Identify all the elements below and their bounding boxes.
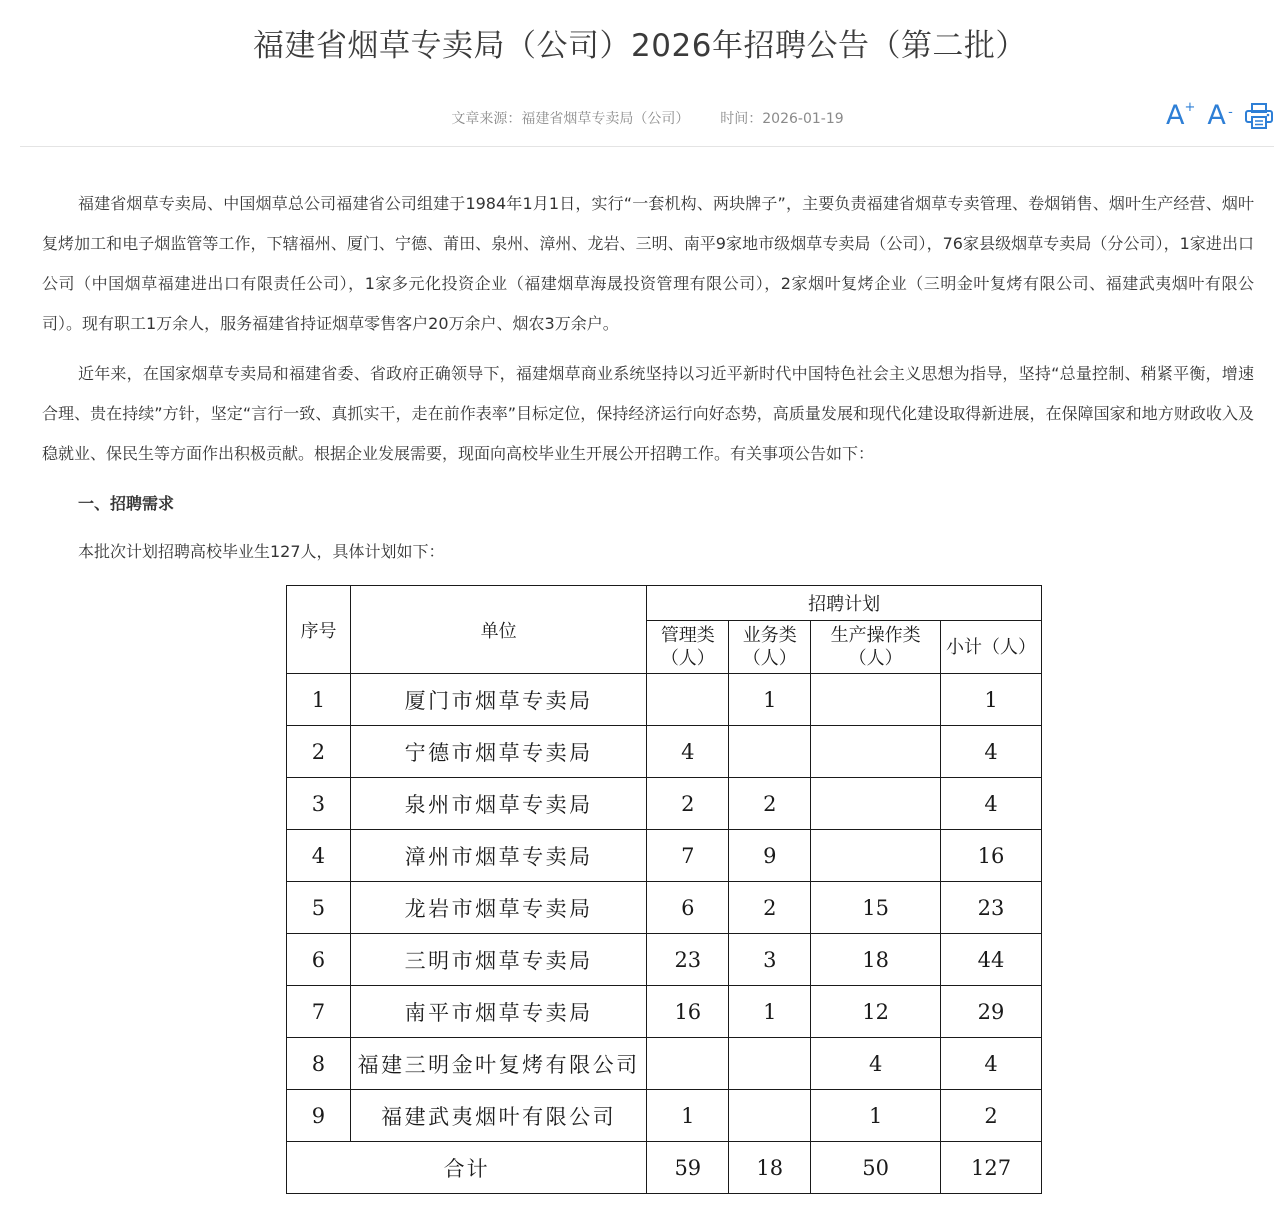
cell-unit: 龙岩市烟草专卖局	[350, 882, 646, 934]
article-meta	[0, 105, 1280, 128]
cell-biz: 1	[729, 986, 811, 1038]
cell-index: 6	[287, 934, 351, 986]
table-row	[287, 674, 1042, 726]
cell-subtotal: 44	[941, 934, 1042, 986]
cell-subtotal: 16	[941, 830, 1042, 882]
total-mgmt: 59	[647, 1142, 729, 1194]
cell-index: 8	[287, 1038, 351, 1090]
font-decrease-icon: A	[1207, 100, 1226, 131]
cell-mgmt: 16	[647, 986, 729, 1038]
cell-subtotal: 4	[941, 778, 1042, 830]
divider	[20, 146, 1274, 147]
paragraph-intro: 福建省烟草专卖局、中国烟草总公司福建省公司组建于1984年1月1日，实行“一套机构、两块牌子”，主要负责福建省烟草专卖管理、卷烟销售、烟叶生产经营、烟叶复烤加工和电子烟监管等工作，下辖福州、厦门、宁德、莆田、泉州、漳州、龙岩、三明、南平9家地市级烟草专卖局（公司），76家县级烟草专卖局（分公司），1家进出口公司（中国烟草福建进出口有限责任公司），1家多元化投资企业（福建烟草海晟投资管理有限公司），2家烟叶复烤企业（三明金叶复烤有限公司、福建武夷烟叶有限公司）。现有职工1万余人，服务福建省持证烟草零售客户20万余户、烟农3万余户。	[42, 194, 1254, 333]
time-value: 2026-01-19	[762, 111, 844, 127]
cell-mgmt: 23	[647, 934, 729, 986]
table-row	[287, 830, 1042, 882]
header-plan: 招聘计划	[647, 586, 1042, 621]
cell-biz	[729, 1090, 811, 1142]
cell-biz: 2	[729, 778, 811, 830]
header-subtotal: 小计（人）	[941, 621, 1042, 674]
cell-index: 2	[287, 726, 351, 778]
cell-index: 9	[287, 1090, 351, 1142]
table-row	[287, 1038, 1042, 1090]
cell-unit: 宁德市烟草专卖局	[350, 726, 646, 778]
cell-subtotal: 29	[941, 986, 1042, 1038]
cell-prod	[811, 674, 941, 726]
time-label: 时间：	[720, 111, 763, 127]
header-unit: 单位	[350, 586, 646, 674]
font-increase-button[interactable]	[1166, 101, 1195, 131]
table-row	[287, 882, 1042, 934]
header-prod: 生产操作类 （人）	[811, 621, 941, 674]
table-row	[287, 778, 1042, 830]
cell-prod	[811, 830, 941, 882]
table-row	[287, 1090, 1042, 1142]
cell-mgmt: 2	[647, 778, 729, 830]
article-tools	[1162, 100, 1274, 132]
cell-index: 7	[287, 986, 351, 1038]
paragraph-background: 近年来，在国家烟草专卖局和福建省委、省政府正确领导下，福建烟草商业系统坚持以习近平新时代中国特色社会主义思想为指导，坚持“总量控制、稍紧平衡，增速合理、贵在持续”方针，坚定“言行一致、真抓实干，走在前作表率”目标定位，保持经济运行向好态势，高质量发展和现代化建设取得新进展，在保障国家和地方财政收入及稳就业、保民生等方面作出积极贡献。根据企业发展需要，现面向高校毕业生开展公开招聘工作。有关事项公告如下：	[42, 364, 1254, 463]
recruitment-table	[286, 585, 1042, 1194]
cell-prod	[811, 726, 941, 778]
font-increase-icon: A	[1166, 100, 1185, 131]
table-row	[287, 934, 1042, 986]
total-subtotal: 127	[941, 1142, 1042, 1194]
cell-unit: 福建三明金叶复烤有限公司	[350, 1038, 646, 1090]
header-biz: 业务类 （人）	[729, 621, 811, 674]
cell-mgmt	[647, 1038, 729, 1090]
cell-mgmt	[647, 674, 729, 726]
recruit-intro: 本批次计划招聘高校毕业生127人，具体计划如下：	[78, 542, 445, 561]
page-title: 福建省烟草专卖局（公司）2026年招聘公告（第二批）	[253, 28, 1027, 64]
cell-mgmt: 1	[647, 1090, 729, 1142]
section-heading: 一、招聘需求	[78, 494, 175, 513]
cell-index: 3	[287, 778, 351, 830]
cell-mgmt: 7	[647, 830, 729, 882]
cell-biz: 9	[729, 830, 811, 882]
cell-subtotal: 23	[941, 882, 1042, 934]
cell-index: 5	[287, 882, 351, 934]
cell-unit: 南平市烟草专卖局	[350, 986, 646, 1038]
header-index: 序号	[287, 586, 351, 674]
cell-subtotal: 2	[941, 1090, 1042, 1142]
cell-biz: 2	[729, 882, 811, 934]
header-mgmt: 管理类 （人）	[647, 621, 729, 674]
cell-biz	[729, 1038, 811, 1090]
cell-index: 4	[287, 830, 351, 882]
cell-biz: 3	[729, 934, 811, 986]
total-prod: 50	[811, 1142, 941, 1194]
table-row	[287, 726, 1042, 778]
cell-biz: 1	[729, 674, 811, 726]
cell-unit: 三明市烟草专卖局	[350, 934, 646, 986]
cell-unit: 厦门市烟草专卖局	[350, 674, 646, 726]
cell-prod: 1	[811, 1090, 941, 1142]
print-button[interactable]	[1244, 102, 1274, 130]
cell-mgmt: 4	[647, 726, 729, 778]
table-row	[287, 986, 1042, 1038]
total-label: 合计	[287, 1142, 647, 1194]
source-label: 文章来源：	[451, 111, 522, 127]
source-value: 福建省烟草专卖局（公司）	[521, 111, 690, 127]
cell-unit: 漳州市烟草专卖局	[350, 830, 646, 882]
cell-prod: 18	[811, 934, 941, 986]
cell-subtotal: 1	[941, 674, 1042, 726]
total-biz: 18	[729, 1142, 811, 1194]
cell-prod: 4	[811, 1038, 941, 1090]
cell-unit: 福建武夷烟叶有限公司	[350, 1090, 646, 1142]
font-decrease-button[interactable]	[1207, 100, 1233, 131]
cell-prod: 12	[811, 986, 941, 1038]
cell-subtotal: 4	[941, 726, 1042, 778]
cell-unit: 泉州市烟草专卖局	[350, 778, 646, 830]
cell-index: 1	[287, 674, 351, 726]
print-icon	[1244, 102, 1274, 130]
cell-prod	[811, 778, 941, 830]
plus-sign: +	[1184, 100, 1196, 115]
cell-prod: 15	[811, 882, 941, 934]
cell-mgmt: 6	[647, 882, 729, 934]
total-row	[287, 1142, 1042, 1194]
cell-biz	[729, 726, 811, 778]
minus-sign: -	[1228, 105, 1233, 120]
article-body	[42, 184, 1254, 572]
cell-subtotal: 4	[941, 1038, 1042, 1090]
